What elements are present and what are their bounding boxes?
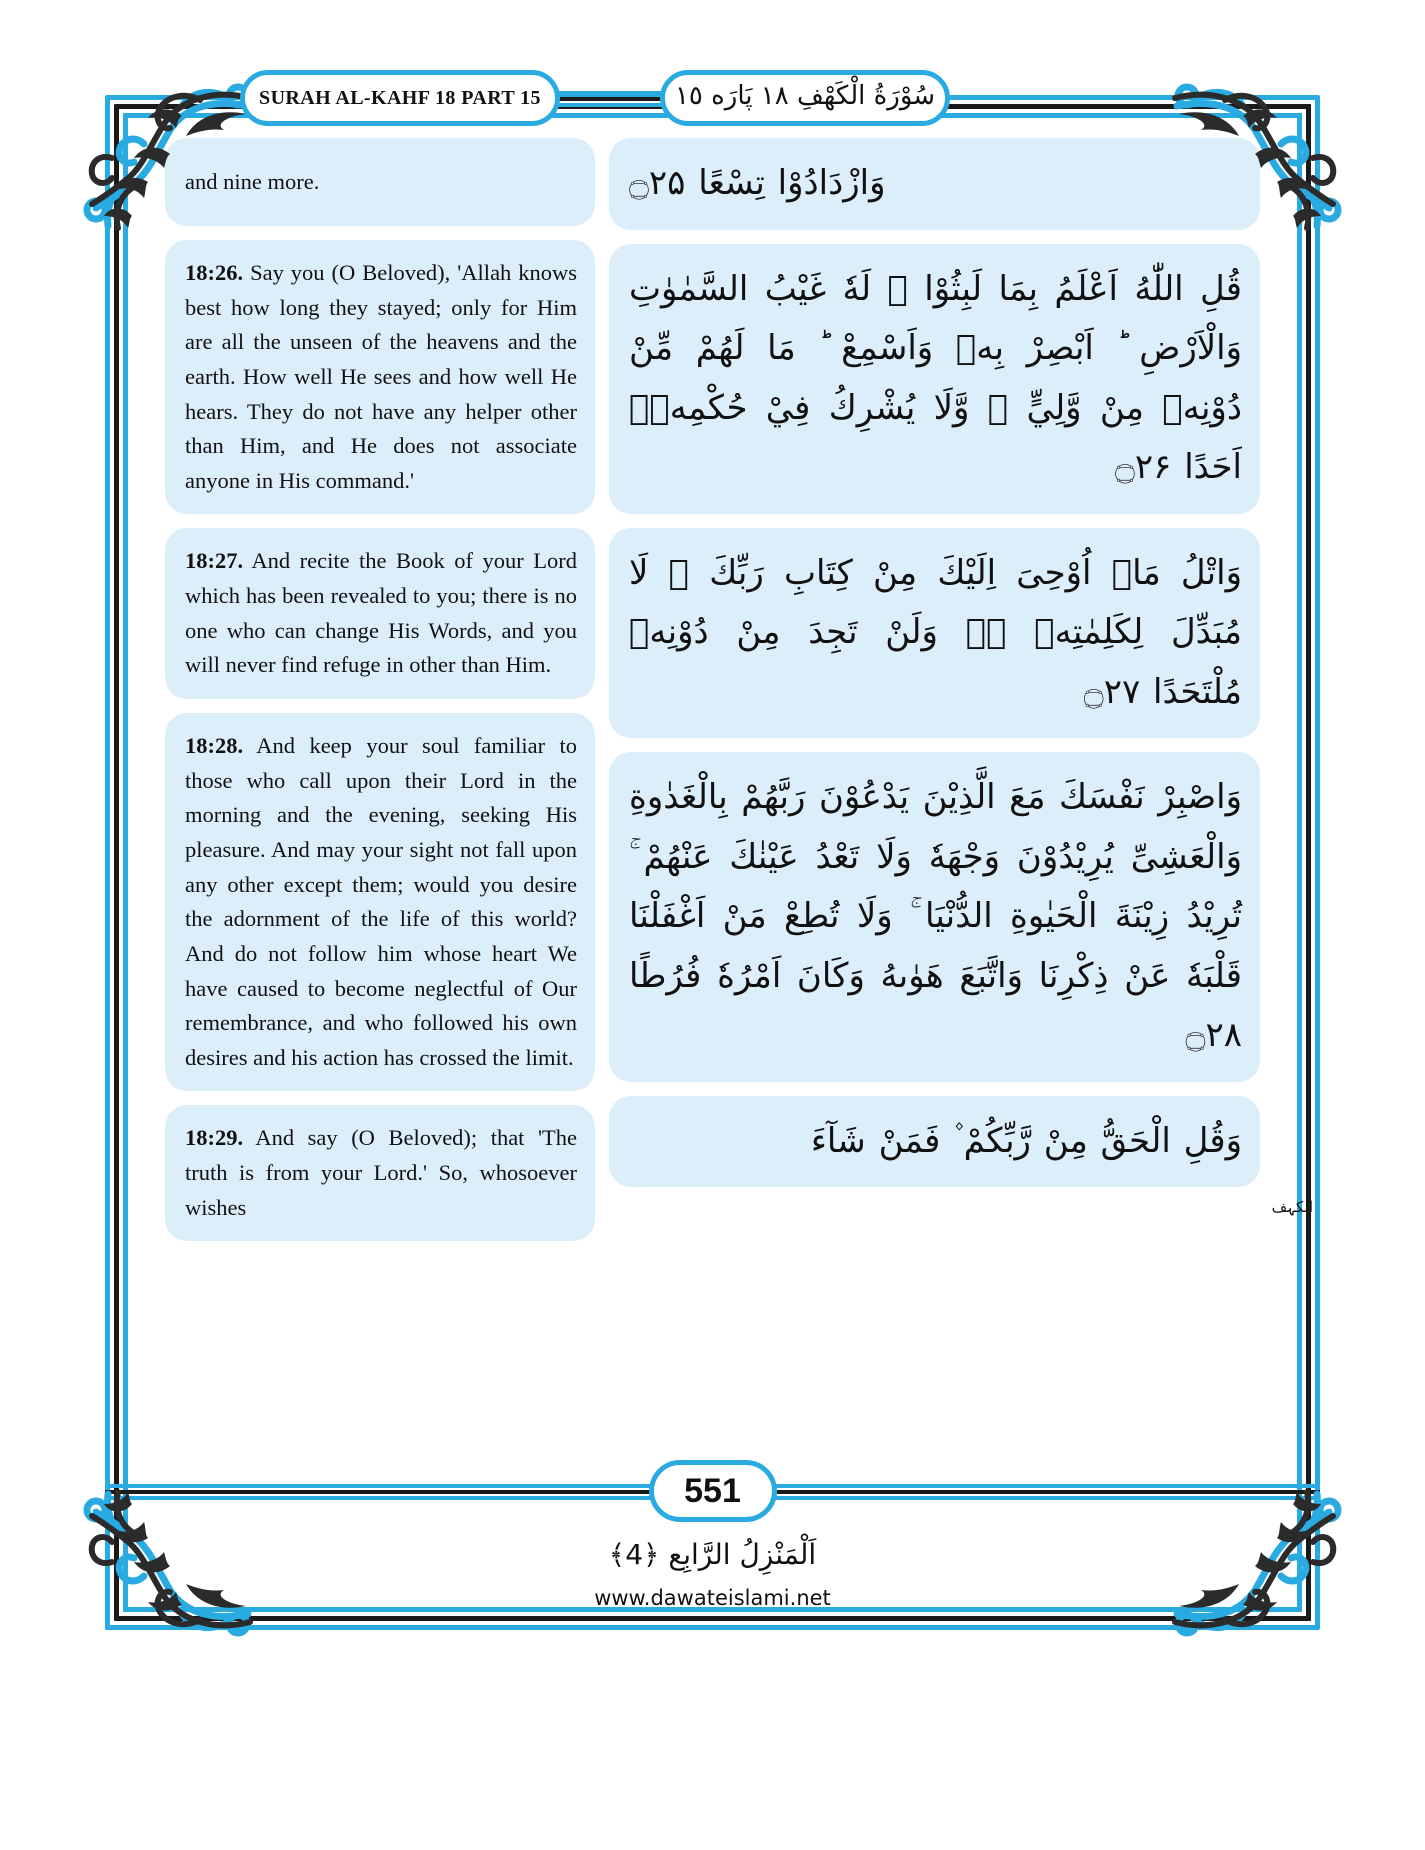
verse-box-english-18-28 <box>165 713 595 1091</box>
verse-content-area <box>165 138 1260 1598</box>
corner-ornament-bottom-right <box>1172 1487 1347 1662</box>
verse-number-english: 18:26. <box>185 260 244 285</box>
verse-number-english: 18:28. <box>185 733 244 759</box>
corner-ornament-bottom-left <box>78 1487 253 1662</box>
verse-box-english-18-26 <box>165 240 595 514</box>
website-url: www.dawateislami.net <box>594 1586 831 1610</box>
corner-ornament-top-left <box>78 58 253 233</box>
verse-text-arabic: وَاصْبِرْ نَفْسَكَ مَعَ الَّذِيْنَ يَدْعُوْنَ رَبَّهُمْ بِالْغَدٰوةِ وَالْعَشِیِّ يُرِيْدُوْنَ وَجْهَهٗ وَلَا تَعْدُ عَيْنٰكَ عَنْهُمْ ۚ تُرِيْدُ زِيْنَةَ الْحَيٰوةِ الدُّنْيَا ۚ وَلَا تُطِعْ مَنْ اَغْفَلْنَا قَلْبَهٗ عَنْ ذِكْرِنَا وَاتَّبَعَ هَوٰىهُ وَكَانَ اَمْرُهٗ فُرُطًا ۝۲۸ <box>629 777 1242 1055</box>
verse-text-arabic: وَاتْلُ مَاۤ اُوْحِیَ اِلَيْكَ مِنْ كِتَابِ رَبِّكَ ۚ لَا مُبَدِّلَ لِكَلِمٰتِهٖ ۚ۬ وَلَنْ تَجِدَ مِنْ دُوْنِهٖ مُلْتَحَدًا ۝۲۷ <box>629 552 1242 712</box>
verse-box-arabic-18-28 <box>609 752 1260 1082</box>
verse-text-english <box>185 729 577 1075</box>
corner-ornament-top-right <box>1172 58 1347 233</box>
verse-box-english-18-27 <box>165 528 595 699</box>
surah-title-english: SURAH AL-KAHF 18 PART 15 <box>259 86 541 109</box>
verse-box-arabic-18-26 <box>609 244 1260 514</box>
verse-number-english: 18:29. <box>185 1125 244 1151</box>
manzil-label-arabic: اَلْمَنْزِلُ الرَّابِع ﴿4﴾ <box>608 1538 817 1571</box>
surah-title-capsule-english <box>240 70 560 126</box>
header-connector-rule <box>555 91 670 107</box>
page-number-capsule <box>649 1460 777 1522</box>
arabic-text-column <box>609 138 1260 1598</box>
verse-body-english: and nine more. <box>185 168 320 194</box>
surah-title-arabic: سُوْرَةُ الْكَهْفِ ١٨ پَارَه ١٥ <box>674 81 936 111</box>
verse-text-english <box>185 544 577 683</box>
verse-text-english <box>185 256 577 498</box>
surah-title-capsule-arabic <box>660 70 950 126</box>
verse-body-english: Say you (O Beloved), 'Allah knows best how long they stayed; only for Him are all the unseen of the heavens and the earth. How well He sees and how well He hears. They do not have any helper other than Him, and He does not associate anyone in His command.' <box>185 260 578 493</box>
verse-text-arabic: وَقُلِ الْحَقُّ مِنْ رَّبِّكُمْ ۫ فَمَنْ شَآءَ <box>810 1120 1242 1161</box>
verse-box-arabic-18-27 <box>609 528 1260 739</box>
verse-text-arabic: وَازْدَادُوْا تِسْعًا ۝۲۵ <box>629 163 886 203</box>
verse-number-english: 18:27. <box>185 548 244 574</box>
verse-body-english: And recite the Book of your Lord which has been revealed to you; there is no one who can change His Words, and you will never find refuge in other than Him. <box>185 548 577 678</box>
verse-body-english: And keep your soul familiar to those who call upon their Lord in the morning and the evening, seeking His pleasure. And may your sight not fall upon any other except them; would you desire the adornment of the life of this world? And do not follow him whose heart We have caused to become neglectful of Our remembrance, and who followed his own desires and his action has crossed the limit. <box>185 733 578 1070</box>
page-number: 551 <box>684 1471 741 1510</box>
verse-text-arabic: قُلِ اللّٰهُ اَعْلَمُ بِمَا لَبِثُوْا ۚ لَهٗ غَيْبُ السَّمٰوٰتِ وَالْاَرْضِ ؕ اَبْصِرْ بِهٖ وَاَسْمِعْ ؕ مَا لَهُمْ مِّنْ دُوْنِهٖ مِنْ وَّلِيٍّ ۗ وَّلَا يُشْرِكُ فِيْ حُكْمِهٖۤ اَحَدًا ۝۲۶ <box>629 268 1242 487</box>
english-translation-column <box>165 138 595 1598</box>
margin-ruku-marker: الکہف <box>1271 1198 1313 1216</box>
verse-box-english-18-29 <box>165 1105 595 1241</box>
verse-body-english: And say (O Beloved); that 'The truth is from your Lord.' So, whosoever wishes <box>185 1125 577 1220</box>
verse-box-arabic-18-29 <box>609 1096 1260 1188</box>
verse-text-english <box>185 1121 577 1225</box>
verse-box-arabic-continuation <box>609 138 1260 230</box>
